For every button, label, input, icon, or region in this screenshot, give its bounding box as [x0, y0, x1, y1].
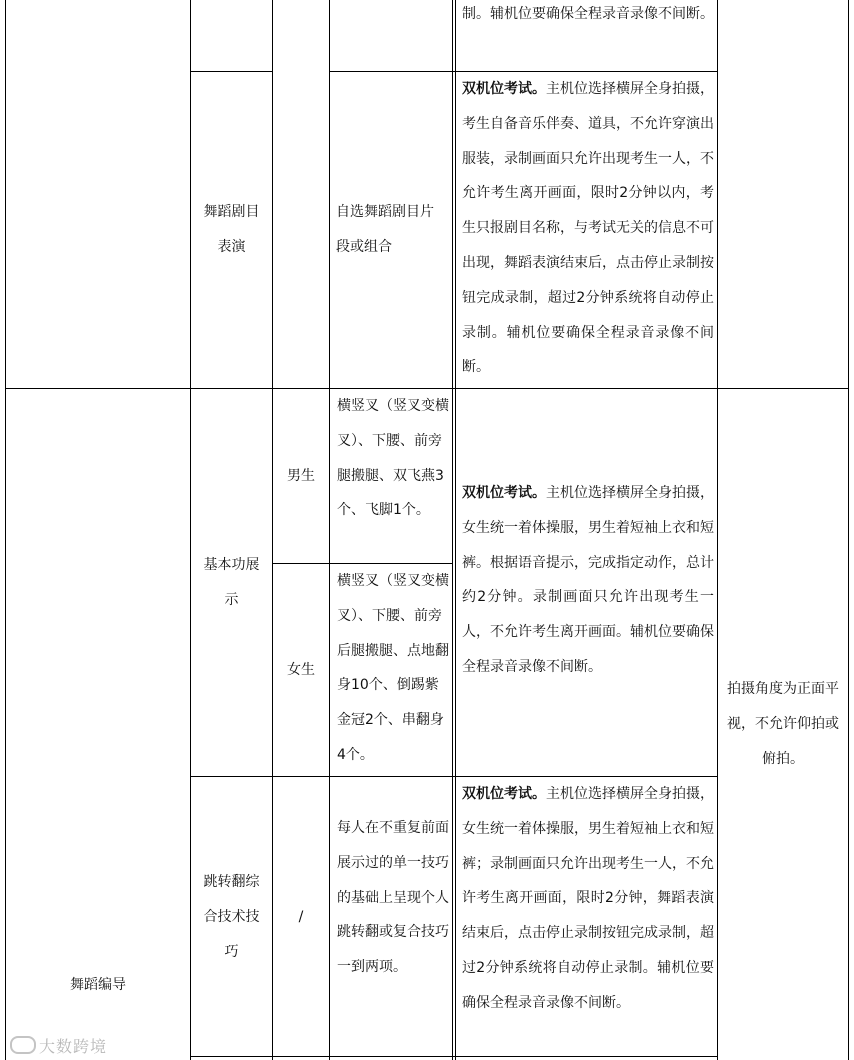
item-basic-skills-label: 基本功展示 [203, 556, 260, 608]
requirement-jump-turn [462, 777, 714, 1021]
content-male-text: 横竖叉（竖叉变横叉）、下腰、前旁腿搬腿、双飞燕3个、飞脚1个。 [337, 398, 449, 519]
requirement-basic-skills [462, 476, 714, 685]
content-dance-repertoire [330, 72, 452, 388]
content-jump-turn [337, 811, 451, 985]
requirement-dance-repertoire [462, 72, 714, 385]
gender-na [273, 777, 329, 1057]
shooting-note-text: 拍摄角度为正面平视，不允许仰拍或俯拍。 [727, 680, 839, 767]
requirement-lead: 双机位考试。 [462, 485, 546, 501]
requirement-lead: 双机位考试。 [462, 786, 546, 802]
content-dance-repertoire-text: 自选舞蹈剧目片段或组合 [336, 204, 434, 255]
table-border-left [5, 0, 6, 1060]
content-male [337, 389, 451, 528]
content-female [337, 564, 451, 773]
major-label [6, 960, 190, 1010]
col-sep-4 [452, 0, 453, 1060]
gender-male-label: 男生 [287, 467, 315, 484]
gender-na-text: / [298, 908, 304, 925]
requirement-body: 主机位选择横屏全身拍摄，考生自备音乐伴奏、道具，不允许穿演出服装，录制画面只允许出现考生一人，不允许考生离开画面，限时2分钟以内，考生只报剧目名称，与考试无关的信息不可出现，舞蹈表演结束后，点击停止录制按钮完成录制，超过2分钟系统将自动停止录制。辅机位要确保全程录音录像不间断。 [462, 81, 714, 376]
item-jump-turn [191, 777, 272, 1057]
item-dance-repertoire [191, 72, 272, 388]
requirement-lead: 双机位考试。 [462, 81, 546, 97]
shooting-note [718, 389, 848, 1059]
item-dance-repertoire-label: 舞蹈剧目表演 [203, 204, 260, 255]
watermark-text: 大数跨境 [39, 1037, 108, 1056]
item-jump-turn-label: 跳转翻综合技术技巧 [203, 873, 260, 960]
item-basic-skills [191, 389, 272, 776]
major-text: 舞蹈编导 [70, 976, 126, 993]
col-sep-4b [455, 0, 456, 1060]
table-border-right [848, 0, 849, 1060]
top-requirement-tail: 制。辅机位要确保全程录音录像不间断。 [462, 6, 714, 22]
col-sep-2a [272, 0, 273, 388]
gender-female-label: 女生 [287, 661, 315, 678]
watermark-logo-icon [10, 1036, 36, 1054]
watermark [10, 1034, 107, 1057]
requirement-body: 主机位选择横屏全身拍摄，女生统一着体操服，男生着短袖上衣和短裤。根据语音提示，完成指定动作，总计约2分钟。录制画面只允许出现考生一人，不允许考生离开画面。辅机位要确保全程录音录像不间断。 [462, 485, 714, 675]
gender-female [273, 564, 329, 776]
content-female-text: 横竖叉（竖叉变横叉）、下腰、前旁后腿搬腿、点地翻身10个、倒踢紫金冠2个、串翻身4个。 [337, 573, 449, 763]
gender-male [273, 389, 329, 563]
requirement-body: 主机位选择横屏全身拍摄，女生统一着体操服，男生着短袖上衣和短裤；录制画面只允许出现考生一人，不允许考生离开画面，限时2分钟，舞蹈表演结束后，点击停止录制按钮完成录制，超过2分钟系统将自动停止录制。辅机位要确保全程录音录像不间断。 [462, 786, 714, 1011]
content-jump-turn-text: 每人在不重复前面展示过的单一技巧的基础上呈现个人跳转翻或复合技巧一到两项。 [337, 820, 449, 976]
